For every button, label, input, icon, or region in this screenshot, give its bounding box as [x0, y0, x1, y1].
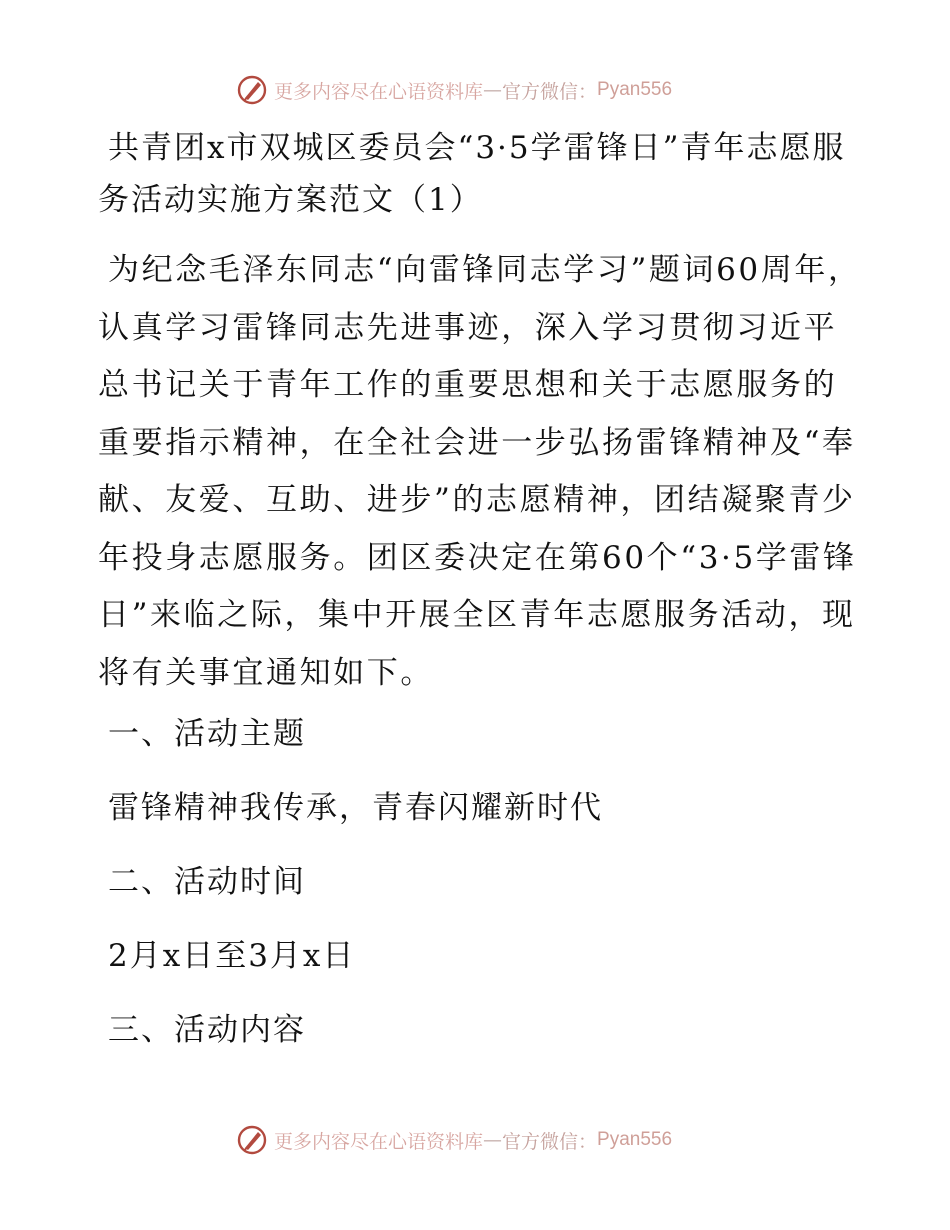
section-2-heading: 二、活动时间 [108, 864, 306, 900]
intro-paragraph: 为纪念毛泽东同志“向雷锋同志学习”题词60周年，认真学习雷锋同志先进事迹，深入学习贯彻习近平总书记关于青年工作的重要思想和关于志愿服务的重要指示精神，在全社会进一步弘扬雷锋精神及“奉献、友爱、互助、进步”的志愿精神，团结凝聚青少年投身志愿服务。团区委决定在第60个“3·5学雷锋日”来临之际，集中开展全区青年志愿服务活动，现将有关事宜通知如下。 [98, 252, 862, 691]
watermark-wechat-id: Pyan556 [597, 79, 673, 100]
watermark-main-text: 更多内容尽在心语资料库 [274, 80, 484, 103]
section-1-heading: 一、活动主题 [108, 716, 306, 752]
watermark-dash: — [483, 1129, 503, 1151]
footer-watermark [236, 1123, 672, 1157]
watermark-wechat-id: Pyan556 [597, 1129, 673, 1150]
watermark-main-text: 更多内容尽在心语资料库 [274, 1130, 484, 1153]
watermark-wechat-label: 官方微信： [502, 1130, 598, 1153]
feather-pen-logo-icon [236, 1124, 268, 1156]
watermark-dash: — [483, 79, 503, 101]
watermark-wechat-label: 官方微信： [502, 80, 598, 103]
section-3-heading: 三、活动内容 [108, 1012, 306, 1048]
header-watermark [236, 73, 672, 107]
section-1-body: 雷锋精神我传承，青春闪耀新时代 [108, 790, 603, 826]
section-2-body: 2月x日至3月x日 [108, 938, 356, 974]
feather-pen-logo-icon [236, 74, 268, 106]
document-title: 共青团x市双城区委员会“3·5学雷锋日”青年志愿服务活动实施方案范文（1） [98, 130, 846, 218]
document-body [98, 122, 868, 1084]
